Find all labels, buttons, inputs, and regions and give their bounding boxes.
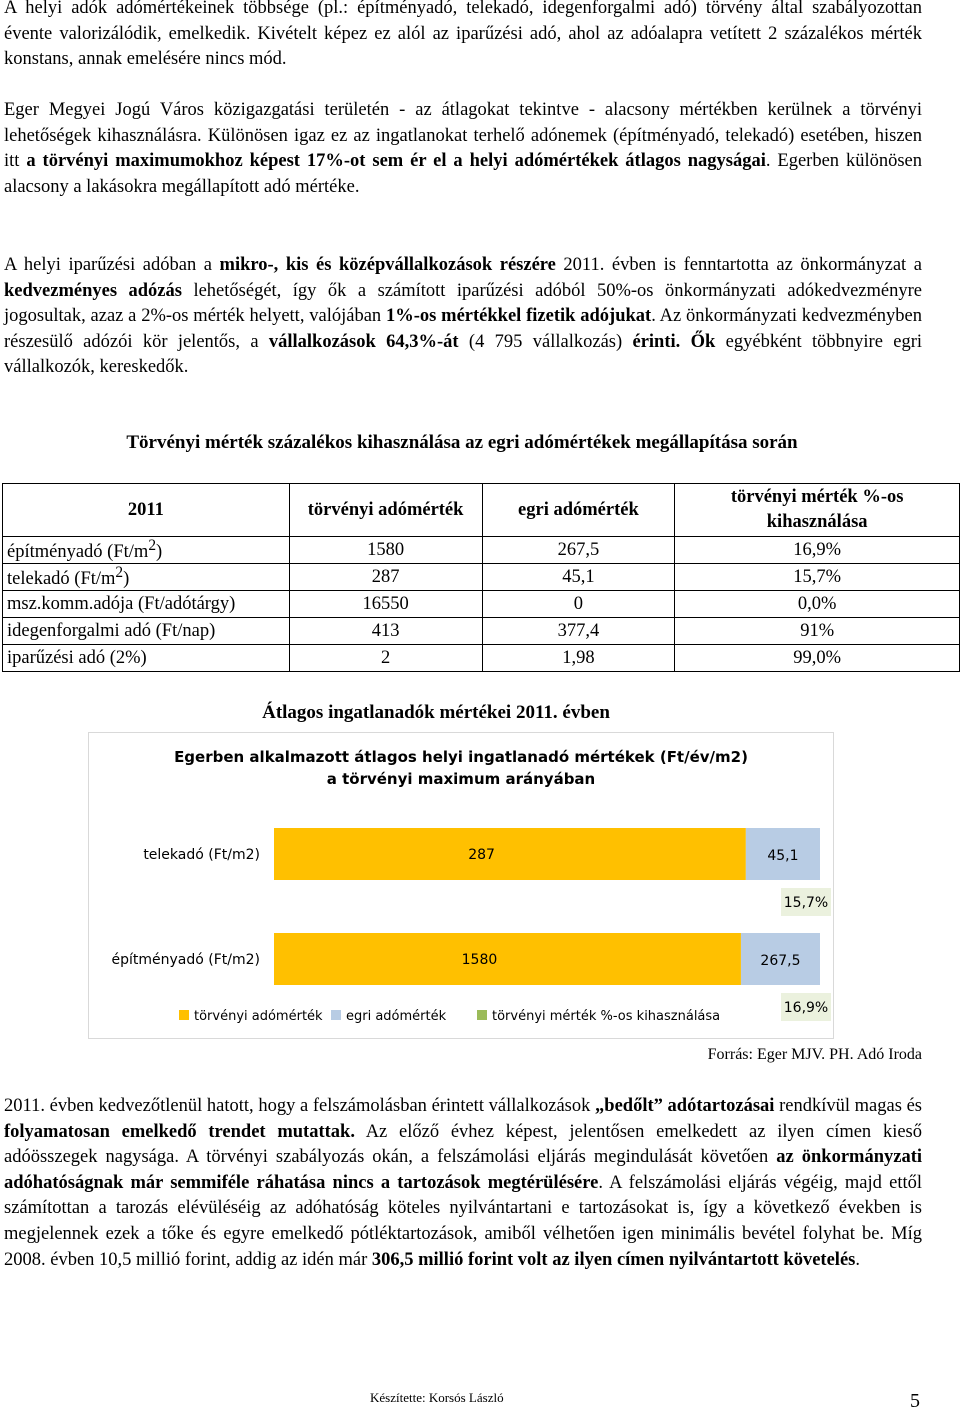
- statutory-value: 2: [289, 645, 482, 672]
- statutory-value: 413: [289, 618, 482, 645]
- table-header-utilization: törvényi mérték %-os kihasználása: [675, 484, 960, 537]
- table-row: [3, 564, 960, 591]
- legend-label: egri adómérték: [346, 1009, 447, 1024]
- row-label: idegenforgalmi adó (Ft/nap): [3, 618, 290, 645]
- data-label-eger: 267,5: [760, 953, 801, 969]
- paragraph-valorization: A helyi adók adómértékeinek többsége (pl.: építményadó, telekadó, idegenforgalmi adó) törvény által szabályozottan évente valorizálódik, emelkedik. Kivételt képez ez alól az iparűzési adó, ahol az adóalapra vetített 2 százalékos mérték konstans, annak emelésére nincs mód.: [4, 0, 922, 70]
- legend-label: törvényi adómérték: [194, 1009, 323, 1024]
- paragraph-business-tax: A helyi iparűzési adóban a mikro-, kis és középvállalkozások részére 2011. évben is fenntartotta az önkormányzat a kedvezményes adózás lehetőségét, így ők a számított iparűzési adóból 50%-os önkormányzati adókedvezményre jogosultak, azaz a 2%-os mérték helyett, valójában 1%-os mértékkel fizetik adójukat. Az önkormányzati kedvezményben részesülő adózói kör jelentős, a vállalkozások 64,3%-át (4 795 vállalkozás) érinti. Ők egyébként többnyire egri vállalkozók, kereskedők.: [4, 255, 923, 378]
- eger-value: 377,4: [482, 618, 675, 645]
- paragraph-eger-rates: Eger Megyei Jogú Város közigazgatási területén - az átlagokat tekintve - alacsony mértékben kerülnek a törvényi lehetőségek kihasználásra. Különösen igaz ez az ingatlanokat terhelő adónemek (építményadó, telekadó) esetében, hiszen itt a törvényi maximumokhoz képest 17%-ot sem ér el a helyi adómértékek átlagos nagyságai. Egerben különösen alacsony a lakásokra megállapított adó mértéke.: [4, 100, 923, 197]
- legend-swatch: [477, 1010, 487, 1020]
- table-header-eger: egri adómérték: [482, 484, 675, 537]
- statutory-value: 1580: [289, 537, 482, 564]
- page-number: 5: [910, 1390, 920, 1412]
- data-label-statutory: 287: [468, 847, 495, 863]
- data-label-statutory: 1580: [461, 952, 498, 968]
- row-label: telekadó $(Ft/m^2)$: [3, 564, 290, 591]
- eger-value: 45,1: [482, 564, 675, 591]
- table-row: [3, 537, 960, 564]
- row-label: msz.komm.adója (Ft/adótárgy): [3, 591, 290, 618]
- table-header-year: 2011: [3, 484, 290, 537]
- legend-label: törvényi mérték %-os kihasználása: [492, 1009, 721, 1024]
- statutory-value: 287: [289, 564, 482, 591]
- eger-value: 0: [482, 591, 675, 618]
- statutory-value: 16550: [289, 591, 482, 618]
- utilization-value: 0,0%: [675, 591, 960, 618]
- legend-swatch: [179, 1010, 189, 1020]
- row-label: építményadó $(Ft/m^2)$: [3, 537, 290, 564]
- utilization-value: 91%: [675, 618, 960, 645]
- table-row: [3, 591, 960, 618]
- row-label: iparűzési adó (2%): [3, 645, 290, 672]
- chart-svg: [89, 733, 833, 1038]
- utilization-value: 15,7%: [675, 564, 960, 591]
- data-label-utilization: 16,9%: [783, 1000, 829, 1016]
- table-row: [3, 645, 960, 672]
- chart-title-line1: Egerben alkalmazott átlagos helyi ingatlanadó mértékek (Ft/év/m2): [174, 748, 748, 766]
- legend-swatch: [331, 1010, 341, 1020]
- footer-author: Készítette: Korsós László: [370, 1390, 504, 1405]
- bar-segment-statutory: [274, 828, 746, 880]
- eger-value: 1,98: [482, 645, 675, 672]
- chart-heading: Átlagos ingatlanadók mértékei 2011. évben: [262, 702, 610, 723]
- property-tax-chart: [88, 732, 834, 1039]
- data-label-eger: 45,1: [767, 848, 799, 864]
- table-row: [3, 618, 960, 645]
- bar-segment-statutory: [274, 933, 741, 985]
- utilization-value: 16,9%: [675, 537, 960, 564]
- table-header-statutory: törvényi adómérték: [289, 484, 482, 537]
- utilization-value: 99,0%: [675, 645, 960, 672]
- category-label: építményadó (Ft/m2): [111, 952, 260, 968]
- eger-value: 267,5: [482, 537, 675, 564]
- table-header-row: [3, 484, 960, 537]
- source-note: Forrás: Eger MJV. PH. Adó Iroda: [707, 1046, 922, 1063]
- tax-rate-table: [2, 483, 960, 672]
- data-label-utilization: 15,7%: [783, 895, 829, 911]
- chart-title-line2: a törvényi maximum arányában: [326, 770, 596, 788]
- paragraph-liquidation: 2011. évben kedvezőtlenül hatott, hogy a felszámolásban érintett vállalkozások „bedőlt” adótartozásai rendkívül magas és folyamatosan emelkedő trendet mutattak. Az előző évhez képest, jelentősen emelkedett az ilyen címen kieső adóösszegek nagysága. A törvényi szabályozás okán, a felszámolási eljárás megindulását követően az önkormányzati adóhatóságnak már semmiféle ráhatása nincs a tartozások megtérülésére. A felszámolási eljárás végéig, majd ettől számítottan a tarozás elévüléséig az adóhatóság köteles nyilvántartani e tartozásokat is, így a következő években is megjelennek ezek a tőke és egyre emelkedő pótléktartozások, amiből vélhetően igen minimális bevétel folyhat be. Míg 2008. évben 10,5 millió forint, addig az idén már 306,5 millió forint volt az ilyen címen nyilvántartott követelés.: [4, 1096, 923, 1270]
- table-title: Törvényi mérték százalékos kihasználása az egri adómértékek megállapítása során: [126, 432, 798, 453]
- category-label: telekadó (Ft/m2): [143, 847, 260, 863]
